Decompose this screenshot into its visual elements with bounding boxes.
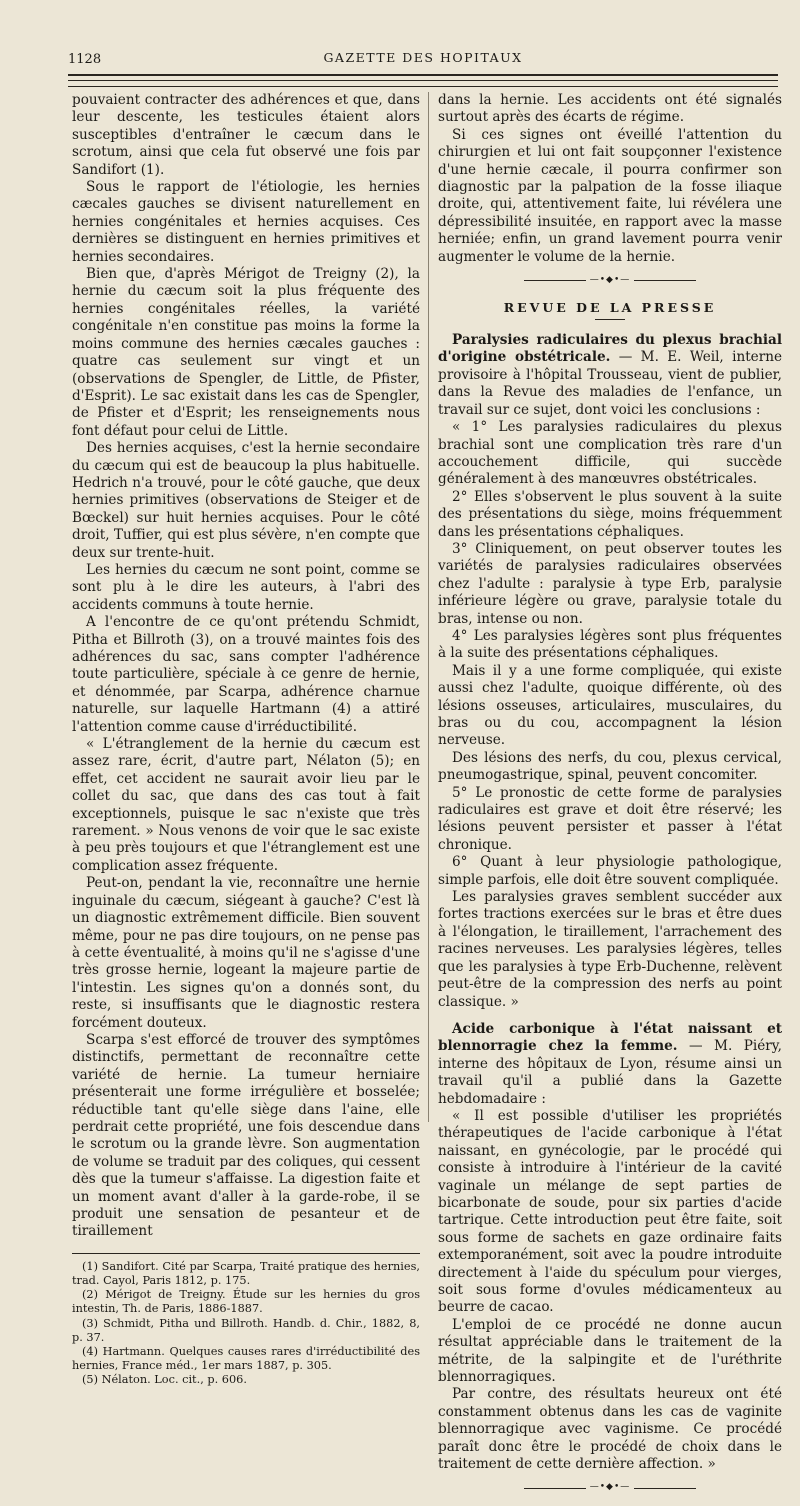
footnote: (4) Hartmann. Quelques causes rares d'irréductibilité des hernies, France méd., 1er mars 1887, p. 305.: [72, 1345, 420, 1373]
spacer: [438, 1011, 782, 1021]
paragraph: « 1° Les paralysies radiculaires du plexus brachial sont une complication très rare d'un accouchement difficile, qui succède généralement à des manœuvres obstétricales.: [438, 419, 782, 488]
paragraph: « L'étranglement de la hernie du cæcum est assez rare, écrit, d'autre part, Nélaton (5); en effet, cet accident ne saurait avoir lieu par le collet du sac, que dans des cas tout à fait exceptionnels, puisque le sac n'existe que très rarement. » Nous venons de voir que le sac existe à peu près toujours et que l'étranglement est une complication assez fréquente.: [72, 736, 420, 874]
footnote-rule: [72, 1253, 420, 1254]
footnote: (2) Mérigot de Treigny. Étude sur les hernies du gros intestin, Th. de Paris, 1886-1887.: [72, 1288, 420, 1316]
paragraph: 6° Quant à leur physiologie pathologique, simple parfois, elle doit être souvent compliquée.: [438, 854, 782, 888]
section-rule: [595, 319, 625, 320]
paragraph: 4° Les paralysies légères sont plus fréquentes à la suite des présentations céphaliques.: [438, 627, 782, 662]
article-lead: [438, 332, 782, 419]
paragraph: Les paralysies graves semblent succéder aux fortes tractions exercées sur le bras et être dues à l'élongation, le tiraillement, l'arrachement des racines nerveuses. Les paralysies légères, telles que les paralysies à type Erb-Duchenne, relèvent peut-être de la compression des nerfs au point classique. »: [438, 889, 782, 1010]
footnote: (1) Sandifort. Cité par Scarpa, Traité pratique des hernies, trad. Cayol, Paris 1812, p. 175.: [72, 1259, 420, 1288]
ornament-icon: —•◆•—: [589, 1482, 631, 1493]
paragraph: 3° Cliniquement, on peut observer toutes les variétés de paralysies radiculaires observées chez l'adulte : paralysie à type Erb, paralysie inférieure légère ou grave, paralysie totale du bras, intense ou non.: [438, 540, 782, 627]
article-intro: — M. E. Weil, interne provisoire à l'hôpital Trousseau, vient de publier, dans la Revue des maladies de l'enfance, un travail sur ce sujet, dont voici les conclusions :: [438, 349, 782, 418]
footnotes: [72, 1260, 420, 1388]
page-number: 1128: [68, 52, 102, 67]
paragraph: Des lésions des nerfs, du cou, plexus cervical, pneumogastrique, spinal, peuvent concomiter.: [438, 749, 782, 784]
footnote: (3) Schmidt, Pitha und Billroth. Handb. d. Chir., 1882, 8, p. 37.: [72, 1316, 420, 1344]
paragraph: Scarpa s'est efforcé de trouver des symptômes distinctifs, permettant de reconnaître cette variété de hernie. La tumeur herniaire présenterait une forme irrégulière et bosselée; réductible tant qu'elle siège dans l'aine, elle perdrait cette propriété, une fois descendue dans le scrotum ou la grande lèvre. Son augmentation de volume se traduit par des coliques, qui cessent dès que la tumeur s'affaisse. La digestion faite et un moment avant d'aller à la garde-robe, il se produit une sensation de pesanteur et de tiraillement: [72, 1031, 420, 1240]
journal-title: GAZETTE DES HOPITAUX: [323, 50, 523, 65]
header-rule: [68, 86, 778, 87]
ornament-icon: —•◆•—: [589, 275, 631, 286]
right-column: [438, 92, 782, 1506]
paragraph: Bien que, d'après Mérigot de Treigny (2), la hernie du cæcum soit la plus fréquente des hernies congénitales réelles, la variété congénitale n'en constitue pas moins la forme la moins commune des hernies cæcales gauches : quatre cas seulement sur vingt et un (observations de Spengler, de Little, de Pfister, d'Esprit). Le sac existait dans les cas de Spengler, de Pfister et d'Esprit; les renseignements nous font défaut pour celui de Little.: [72, 266, 420, 439]
ornament-separator: [438, 272, 782, 291]
paragraph: Des hernies acquises, c'est la hernie secondaire du cæcum qui est de beaucoup la plus habituelle. Hedrich n'a trouvé, pour le côté gauche, que deux hernies primitives (observations de Steiger et de Bœckel) sur huit hernies acquises. Pour le côté droit, Tuffier, qui est plus sévère, n'en compte que deux sur trente-huit.: [72, 440, 420, 561]
paragraph: A l'encontre de ce qu'ont prétendu Schmidt, Pitha et Billroth (3), on a trouvé maintes fois des adhérences du sac, sans compter l'adhérence toute particulière, spéciale à ce genre de hernie, et dénommée, par Scarpa, adhérence charnue naturelle, sur laquelle Hartmann (4) a attiré l'attention comme cause d'irréductibilité.: [72, 614, 420, 735]
paragraph: Si ces signes ont éveillé l'attention du chirurgien et lui ont fait soupçonner l'existence d'une hernie cæcale, il pourra confirmer son diagnostic par la palpation de la fosse iliaque droite, qui, attentivement faite, lui révélera une dépressibilité insuitée, en rapport avec la masse herniée; enfin, un grand lavement pourra venir augmenter le volume de la hernie.: [438, 126, 782, 265]
paragraph: « Il est possible d'utiliser les propriétés thérapeutiques de l'acide carbonique à l'état naissant, en gynécologie, par le procédé qui consiste à introduire à l'intérieur de la cavité vaginale un mélange de sept parties de bicarbonate de soude, pour six parties d'acide tartrique. Cette introduction peut être faite, soit sous forme de sachets en gaze ordinaire faits extemporanément, soit avec la poudre introduite directement à l'aide du spéculum pour vierges, soit sous forme d'ovules médicamenteux au beurre de cacao.: [438, 1107, 782, 1316]
article-title: Paralysies radiculaires du plexus brachial d'origine obstétricale.: [438, 332, 782, 366]
paragraph: Sous le rapport de l'étiologie, les hernies cæcales gauches se divisent naturellement en hernies congénitales et hernies acquises. Ces dernières se distinguent en hernies primitives et hernies secondaires.: [72, 179, 420, 265]
paragraph: dans la hernie. Les accidents ont été signalés surtout après des écarts de régime.: [438, 92, 782, 126]
footnote: (5) Nélaton. Loc. cit., p. 606.: [82, 1373, 247, 1387]
paragraph: 5° Le pronostic de cette forme de paralysies radiculaires est grave et doit être réservé; les lésions peuvent persister et passer à l'état chronique.: [438, 784, 782, 853]
article-lead: [438, 1021, 782, 1108]
article-title: Acide carbonique à l'état naissant et blennorragie chez la femme.: [438, 1020, 782, 1055]
paragraph: Peut-on, pendant la vie, reconnaître une hernie inguinale du cæcum, siégeant à gauche? C'est là un diagnostic extrêmement difficile. Bien souvent même, pour ne pas dire toujours, on ne pense pas à cette éventualité, à moins qu'il ne s'agisse d'une très grosse hernie, logeant la majeure partie de l'intestin. Les signes qu'on a donnés sont, du reste, si insuffisants que le diagnostic restera forcément douteux.: [72, 875, 420, 1031]
header-rule: [68, 74, 778, 76]
paragraph: 2° Elles s'observent le plus souvent à la suite des présentations du siège, moins fréquemment dans les présentations céphaliques.: [438, 488, 782, 540]
paragraph: Mais il y a une forme compliquée, qui existe aussi chez l'adulte, quoique différente, où des lésions osseuses, articulaires, musculaires, du bras ou du cou, accompagnent la lésion nerveuse.: [438, 662, 782, 749]
page-header: [68, 48, 778, 68]
section-title: REVUE DE LA PRESSE: [503, 299, 717, 315]
paragraph: L'emploi de ce procédé ne donne aucun résultat appréciable dans le traitement de la métrite, de la salpingite et de l'uréthrite blennorragiques.: [438, 1316, 782, 1386]
ornament-separator: [438, 1479, 782, 1498]
paragraph: pouvaient contracter des adhérences et que, dans leur descente, les testicules étaient alors susceptibles d'entraîner le cæcum dans le scrotum, ainsi que cela fut observé une fois par Sandifort (1).: [72, 92, 420, 178]
left-column: [72, 92, 420, 1388]
paragraph: Les hernies du cæcum ne sont point, comme se sont plu à le dire les auteurs, à l'abri des accidents communs à toute hernie.: [72, 561, 420, 613]
paragraph: Par contre, des résultats heureux ont été constamment obtenus dans les cas de vaginite blennorragique avec vaginisme. Ce procédé paraît donc être le procédé de choix dans le traitement de cette dernière affection. »: [438, 1386, 782, 1473]
header-rule: [68, 80, 778, 81]
article-intro: — M. Piéry, interne des hôpitaux de Lyon, résume ainsi un travail qu'il a publié dans la Gazette hebdomadaire :: [438, 1038, 782, 1107]
column-divider: [428, 92, 429, 1122]
